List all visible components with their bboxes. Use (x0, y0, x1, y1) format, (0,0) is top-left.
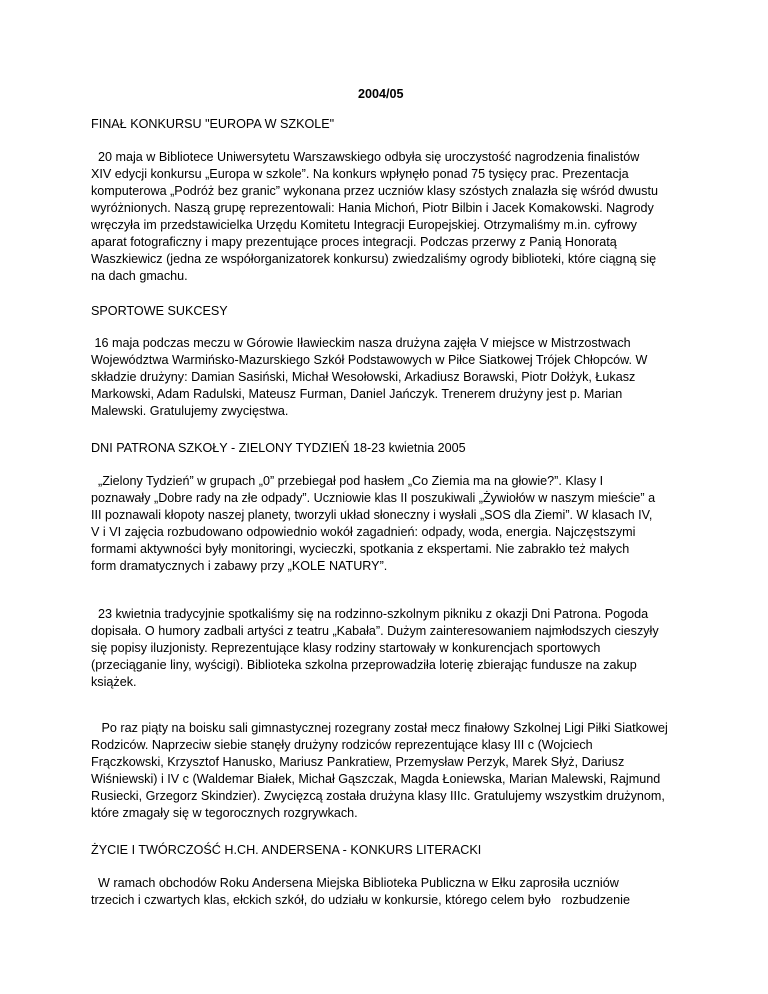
paragraph-line: książek. (91, 675, 137, 689)
paragraph-line: 23 kwietnia tradycyjnie spotkaliśmy się na rodzinno-szkolnym pikniku z okazji Dni Patrona. Pogoda (91, 607, 649, 621)
paragraph-line: Rusiecki, Grzegorz Skindzier). Zwycięzcą została drużyna klasy IIIc. Gratulujemy wszystkim drużynom, (91, 789, 665, 803)
paragraph-line: Waszkiewicz (jedna ze współorganizatorek konkursu) zwiedzaliśmy ogrody biblioteki, które ciągną się (91, 252, 657, 266)
paragraph-line: III poznawali kłopoty naszej planety, tworzyli układ słoneczny i wysłali „SOS dla Ziemi”. W klasach IV, (91, 508, 653, 522)
paragraph-line: trzecich i czwartych klas, ełckich szkół, do udziału w konkursie, którego celem było rozbudzenie (91, 893, 630, 907)
paragraph-line: Wiśniewski) i IV c (Waldemar Białek, Michał Gąszczak, Magda Łoniewska, Marian Malewski, Rajmund (91, 772, 661, 786)
paragraph-line: Województwa Warmińsko-Mazurskiego Szkół Podstawowych w Piłce Siatkowej Trójek Chłopców. W (91, 353, 648, 367)
paragraph-line: formami aktywności były monitoringi, wycieczki, spotkania z ekspertami. Nie zabrakło też małych (91, 542, 630, 556)
section-heading: DNI PATRONA SZKOŁY - ZIELONY TYDZIEŃ 18-23 kwietnia 2005 (91, 441, 466, 455)
paragraph-line: dopisała. O humory zadbali artyści z teatru „Kabała”. Dużym zainteresowaniem najmłodszych cieszyły (91, 624, 659, 638)
paragraph-line: W ramach obchodów Roku Andersena Miejska Biblioteka Publiczna w Ełku zaprosiła uczniów (91, 876, 619, 890)
paragraph-line: Frączkowski, Krzysztof Hanusko, Mariusz Pankratiew, Przemysław Perzyk, Marek Słyż, Dariusz (91, 755, 625, 769)
paragraph-line: Po raz piąty na boisku sali gimnastycznej rozegrany został mecz finałowy Szkolnej Ligi Piłki Siatkowej (91, 721, 668, 735)
paragraph-line: składzie drużyny: Damian Sasiński, Michał Wesołowski, Arkadiusz Borawski, Piotr Dołżyk, Łukasz (91, 370, 636, 384)
paragraph-line: na dach gmachu. (91, 269, 188, 283)
paragraph-line: Markowski, Adam Radulski, Mateusz Furman, Daniel Jańczyk. Trenerem drużyny jest p. Marian (91, 387, 623, 401)
paragraph-line: 20 maja w Bibliotece Uniwersytetu Warszawskiego odbyła się uroczystość nagrodzenia finalistów (91, 150, 640, 164)
paragraph-line: Rodziców. Naprzeciw siebie stanęły drużyny rodziców reprezentujące klasy III c (Wojciech (91, 738, 593, 752)
document-year-title: 2004/05 (358, 87, 404, 101)
paragraph-line: XIV edycji konkursu „Europa w szkole”. Na konkurs wpłynęło ponad 75 tysięcy prac. Prezentacja (91, 167, 629, 181)
paragraph-line: 16 maja podczas meczu w Górowie Iławieckim nasza drużyna zajęła V miejsce w Mistrzostwach (91, 336, 631, 350)
paragraph-line: „Zielony Tydzień” w grupach „0” przebiegał pod hasłem „Co Ziemia ma na głowie?”. Klasy I (91, 474, 604, 488)
section-heading: FINAŁ KONKURSU "EUROPA W SZKOLE" (91, 117, 335, 131)
paragraph-line: form dramatycznych i zabawy przy „KOLE NATURY”. (91, 559, 388, 573)
paragraph-line: (przeciąganie liny, wyścigi). Biblioteka szkolna przeprowadziła loterię zbierając fundusze na zakup (91, 658, 637, 672)
paragraph-line: wyróżnionych. Naszą grupę reprezentowali: Hania Michoń, Piotr Bilbin i Jacek Komakowski. Nagrody (91, 201, 654, 215)
paragraph-line: wręczyła im przedstawicielka Urzędu Komitetu Integracji Europejskiej. Otrzymaliśmy m.in. cyfrowy (91, 218, 637, 232)
section-heading: SPORTOWE SUKCESY (91, 304, 228, 318)
paragraph-line: Malewski. Gratulujemy zwycięstwa. (91, 404, 289, 418)
paragraph-line: poznawały „Dobre rady na złe odpady”. Uczniowie klas II poszukiwali „Żywiołów w naszym mieście” a (91, 491, 656, 505)
paragraph-line: V i VI zajęcia rozbudowano odpowiednio wokół zagadnień: odpady, woda, energia. Najczęstszymi (91, 525, 636, 539)
paragraph-line: które zmagały się w tegorocznych rozgrywkach. (91, 806, 358, 820)
section-heading: ŻYCIE I TWÓRCZOŚĆ H.CH. ANDERSENA - KONKURS LITERACKI (91, 843, 482, 857)
paragraph-line: aparat fotograficzny i mapy prezentujące proces integracji. Podczas przerwy z Panią Honoratą (91, 235, 617, 249)
paragraph-line: się popisy iluzjonisty. Reprezentujące klasy rodziny startowały w konkurencjach sportowych (91, 641, 601, 655)
paragraph-line: komputerowa „Podróż bez granic” wykonana przez uczniów klasy szóstych znalazła się wśród dwustu (91, 184, 658, 198)
